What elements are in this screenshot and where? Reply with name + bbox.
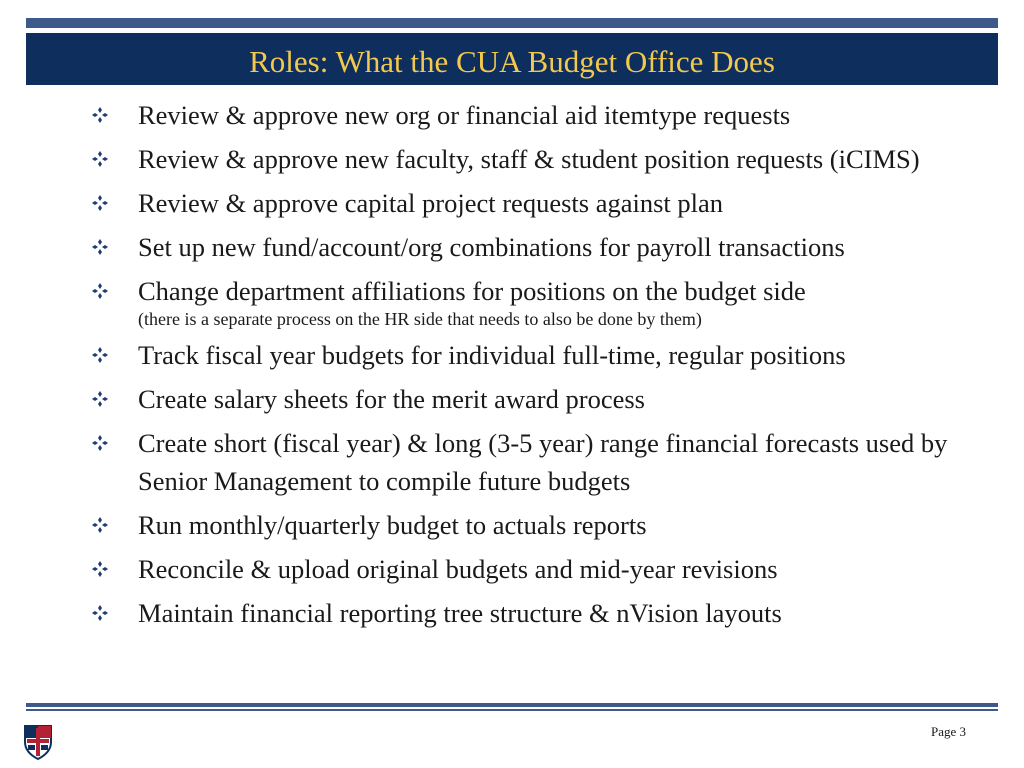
bullet-text: Change department affiliations for positions on the budget side <box>138 276 806 306</box>
slide-title: Roles: What the CUA Budget Office Does <box>249 43 775 79</box>
bullet-text: Create salary sheets for the merit award process <box>138 384 645 414</box>
bullet-item <box>90 550 990 588</box>
diamond-bullet-icon <box>92 561 108 577</box>
bullet-text: Track fiscal year budgets for individual full-time, regular positions <box>138 340 846 370</box>
diamond-bullet-icon <box>92 347 108 363</box>
top-rule <box>26 18 998 28</box>
bullet-item <box>90 228 990 266</box>
page-number: Page 3 <box>930 724 966 739</box>
bullet-list <box>90 96 990 638</box>
diamond-bullet-icon <box>92 107 108 123</box>
diamond-bullet-icon <box>92 283 108 299</box>
bullet-text: Set up new fund/account/org combinations for payroll transactions <box>138 232 845 262</box>
diamond-bullet-icon <box>92 517 108 533</box>
bullet-item <box>90 594 990 632</box>
bullet-text: Review & approve new org or financial aid itemtype requests <box>138 100 791 130</box>
diamond-bullet-icon <box>92 435 108 451</box>
diamond-bullet-icon <box>92 239 108 255</box>
bullet-item <box>90 424 990 500</box>
diamond-bullet-icon <box>92 151 108 167</box>
bullet-note: (there is a separate process on the HR side that needs to also be done by them) <box>138 309 702 329</box>
title-bar <box>26 33 998 85</box>
bullet-item <box>90 140 990 178</box>
bullet-item <box>90 184 990 222</box>
bullet-text: Create short (fiscal year) & long (3-5 year) range financial forecasts used by Senior Management to compile future budgets <box>138 428 948 496</box>
bullet-item <box>90 336 990 374</box>
bottom-rule-thin <box>26 709 998 711</box>
bullet-text: Maintain financial reporting tree structure & nVision layouts <box>138 598 782 628</box>
diamond-bullet-icon <box>92 605 108 621</box>
diamond-bullet-icon <box>92 195 108 211</box>
bullet-text: Review & approve new faculty, staff & student position requests (iCIMS) <box>138 144 920 174</box>
bullet-item <box>90 96 990 134</box>
university-shield-icon <box>23 724 53 760</box>
diamond-bullet-icon <box>92 391 108 407</box>
bottom-rule <box>26 703 998 707</box>
bullet-text: Run monthly/quarterly budget to actuals reports <box>138 510 647 540</box>
bullet-item <box>90 380 990 418</box>
bullet-text: Review & approve capital project requests against plan <box>138 188 724 218</box>
bullet-text: Reconcile & upload original budgets and mid-year revisions <box>138 554 778 584</box>
bullet-item <box>90 272 990 330</box>
bullet-item <box>90 506 990 544</box>
